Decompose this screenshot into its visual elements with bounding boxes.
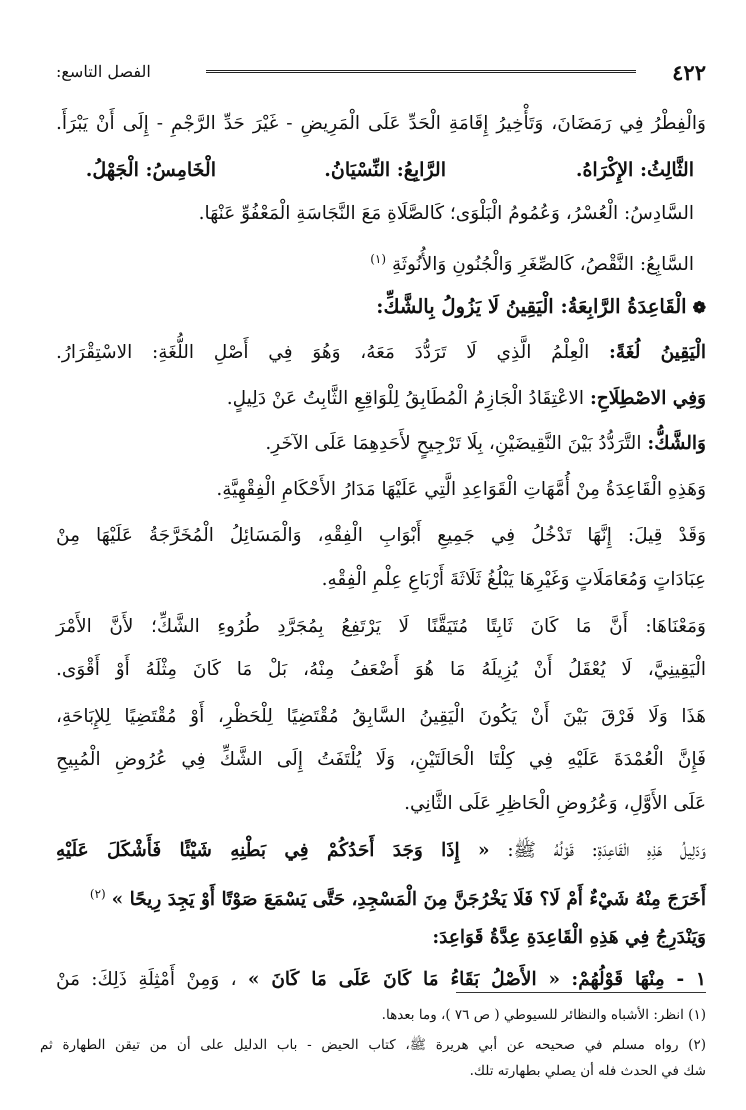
third-exception: الثَّالِثُ: الإِكْرَاهُ.	[575, 159, 694, 181]
text-line: عِبَادَاتٍ وَمُعَامَلَاتٍ وَغَيْرِهَا يَبْلُغُ ثَلَاثَةَ أَرْبَاعِ عِلْمِ الْفِقْهِ.	[321, 569, 706, 590]
text-line: وَهَذِهِ الْقَاعِدَةُ مِنْ أُمَّهَاتِ الْقَوَاعِدِ الَّتِي عَلَيْهَا مَدَارُ الأَحْكَامِ الْفِقْهِيَّةِ.	[216, 479, 706, 500]
maxim-text: « الأَصْلُ بَقَاءُ مَا كَانَ عَلَى مَا كَانَ »	[247, 969, 561, 990]
hadith-line	[56, 880, 706, 914]
footnote-separator	[456, 992, 706, 993]
term-text: التَّرَدُّدُ بَيْنَ النَّقِيضَيْنِ، بِلَا تَرْجِيحٍ لأَحَدِهِمَا عَلَى الآخَرِ.	[265, 433, 642, 454]
text-line: الْيَقِينِيَّ، لَا يُعْقَلُ أَنْ يُزِيلَهُ مَا هُوَ أَضْعَفُ مِنْهُ، بَلْ مَا كَانَ مِثْلَهُ أَوْ أَقْوَى.	[56, 659, 706, 680]
evidence-line	[56, 837, 706, 865]
hadith-text: أَخَرَجَ مِنْهُ شَيْءٌ أَمْ لَا؟ فَلَا يَخْرُجَنَّ مِنَ الْمَسْجِدِ، حَتَّى يَسْمَعَ صَوْتًا أَوْ يَجِدَ رِيحًا »	[111, 889, 706, 911]
page-number: ٤٢٢	[672, 60, 706, 85]
subrule-number: ١ - مِنْهَا قَوْلُهُمْ:	[571, 969, 706, 990]
term-text: الْعِلْمُ الَّذِي لَا تَرَدُّدَ مَعَهُ، وَهُوَ فِي أَصْلِ اللُّغَةِ: الاسْتِقْرَارُ.	[56, 342, 590, 363]
chapter-title: الفصل التاسع:	[56, 62, 151, 81]
text-line: هَذَا وَلَا فَرْقَ بَيْنَ أَنْ يَكُونَ الْيَقِينُ السَّابِقُ مُقْتَضِيًا لِلْحَظْرِ، أَوْ مُقْتَضِيًا لِلإِبَاحَةِ،	[56, 706, 706, 727]
term-label: وَالشَّكُّ:	[647, 433, 706, 454]
evidence-lead: وَدَلِيلُ هَذِهِ الْقَاعِدَةِ: قَوْلُهُ ﷺ:	[507, 840, 706, 861]
text-line: وَمَعْنَاهَا: أَنَّ مَا كَانَ ثَابِتًا مُتَيَقَّنًا لَا يَرْتَفِعُ بِمُجَرَّدِ طُرُوءِ الشَّكِّ؛ لأَنَّ الأَمْرَ	[56, 616, 706, 637]
term-label: وَفِي الاصْطِلَاحِ:	[589, 388, 706, 409]
text-line: عَلَى الأَوَّلِ، وَعُرُوضِ الْحَاظِرِ عَلَى الثَّانِي.	[404, 793, 706, 814]
seventh-exception	[56, 245, 694, 279]
text-line: فَإِنَّ الْعُمْدَةَ عَلَيْهِ فِي كِلْتَا الْحَالَتَيْنِ، وَلَا يُلْتَفَتُ إِلَى الشَّكِّ فِي عُرُوضِ الْمُبِيحِ	[56, 749, 706, 770]
subrules-heading: وَيَنْدَرِجُ فِي هَذِهِ الْقَاعِدَةِ عِدَّةُ قَوَاعِدَ:	[432, 927, 706, 948]
rule-title: الْقَاعِدَةُ الرَّابِعَةُ: الْيَقِينُ لَا يَزُولُ بِالشَّكِّ:	[376, 295, 687, 318]
footnote-2-line-2: شك في الحدث فله أن يصلي بطهارته تلك.	[469, 1063, 706, 1079]
footnote-ref-2: (٢)	[89, 887, 106, 901]
shakk-definition	[56, 430, 706, 458]
term-text: الاعْتِقَادُ الْجَازِمُ الْمُطَابِقُ لِلْوَاقِعِ الثَّابِتُ عَنْ دَلِيلٍ.	[226, 388, 585, 409]
yaqin-definition-lang	[56, 339, 706, 367]
header-rule	[206, 70, 636, 76]
term-label: الْيَقِينُ لُغَةً:	[609, 342, 706, 363]
yaqin-definition-term	[56, 385, 706, 413]
running-header	[56, 60, 706, 88]
flower-ornament-icon: ❁	[692, 298, 706, 317]
sixth-exception: السَّادِسُ: الْعُسْرُ، وَعُمُومُ الْبَلْوَى؛ كَالصَّلَاةِ مَعَ النَّجَاسَةِ الْمَعْفُوِّ عَنْهَا.	[198, 203, 694, 224]
rule-heading	[56, 293, 706, 322]
footnote-2-line-1: (٢) رواه مسلم في صحيحه عن أبي هريرة ﷺ، كتاب الحيض - باب الدليل على أن من تيقن الطهارة ثم	[40, 1037, 706, 1053]
seventh-text: السَّابِعُ: النَّقْصُ، كَالصِّغَرِ وَالْجُنُونِ وَالأُنُوثَةِ	[391, 254, 694, 276]
text-line: وَالْفِطْرُ فِي رَمَضَانَ، وَتَأْخِيرُ إِقَامَةِ الْحَدِّ عَلَى الْمَرِيضِ - غَيْرَ حَدِّ الرَّجْمِ - إِلَى أَنْ يَبْرَأَ.	[56, 113, 706, 134]
footnote-1: (١) انظر: الأشباه والنظائر للسيوطي ( ص ٧٦ )، وما بعدها.	[381, 1007, 706, 1023]
footnote-ref-1: (١)	[370, 252, 387, 266]
fourth-exception: الرَّابِعُ: النِّسْيَانُ.	[324, 159, 446, 181]
hadith-text: « إِذَا وَجَدَ أَحَدُكُمْ فِي بَطْنِهِ شَيْئًا فَأَشْكَلَ عَلَيْهِ	[56, 840, 490, 861]
fifth-exception: الْخَامِسُ: الْجَهْلُ.	[85, 159, 216, 181]
subrule-1	[56, 966, 706, 994]
subrule-rest: ، وَمِنْ أَمْثِلَةِ ذَلِكَ: مَنْ	[56, 969, 237, 990]
text-line: وَقَدْ قِيلَ: إِنَّهَا تَدْخُلُ فِي جَمِيعِ أَبْوَابِ الْفِقْهِ، وَالْمَسَائِلُ الْمُخَرَّجَةُ عَلَيْهَا مِنْ	[56, 525, 706, 546]
